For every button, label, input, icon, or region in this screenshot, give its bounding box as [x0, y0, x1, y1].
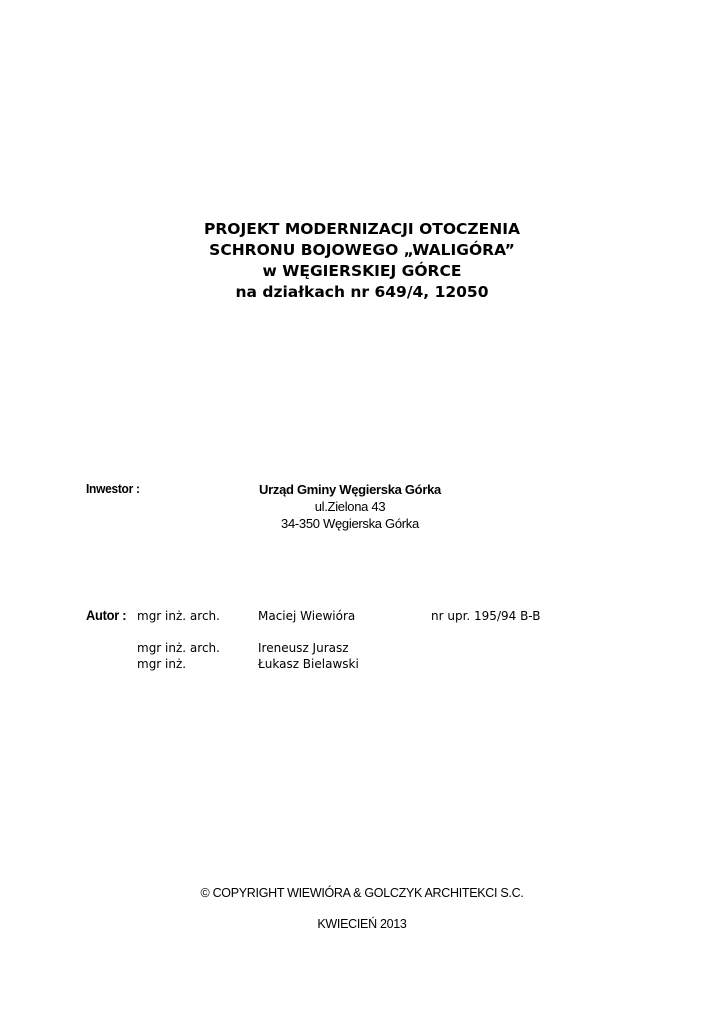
investor-details [200, 481, 500, 532]
title-line-2: SCHRONU BOJOWEGO „WALIGÓRA” [209, 241, 515, 259]
copyright-notice: © COPYRIGHT WIEWIÓRA & GOLCZYK ARCHITEKCI S.C. [200, 886, 524, 900]
author-label: Autor : [86, 607, 127, 623]
author-1-license: nr upr. 195/94 B-B [431, 609, 541, 623]
author-3-title: mgr inż. [137, 657, 187, 671]
investor-name: Urząd Gminy Węgierska Górka [259, 482, 441, 497]
investor-city: 34-350 Węgierska Górka [281, 516, 419, 531]
author-1-title: mgr inż. arch. [137, 609, 220, 623]
investor-label: Inwestor : [86, 481, 140, 496]
author-1-name: Maciej Wiewióra [258, 609, 356, 623]
author-2-name: Ireneusz Jurasz [258, 641, 349, 655]
project-title [0, 219, 724, 303]
document-date: KWIECIEŃ 2013 [317, 917, 407, 931]
title-line-4: na działkach nr 649/4, 12050 [235, 283, 489, 301]
title-line-3: w WĘGIERSKIEJ GÓRCE [262, 262, 462, 280]
author-2-title: mgr inż. arch. [137, 641, 220, 655]
author-3-name: Łukasz Bielawski [258, 657, 359, 671]
title-line-1: PROJEKT MODERNIZACJI OTOCZENIA [204, 220, 520, 238]
investor-street: ul.Zielona 43 [314, 499, 386, 514]
